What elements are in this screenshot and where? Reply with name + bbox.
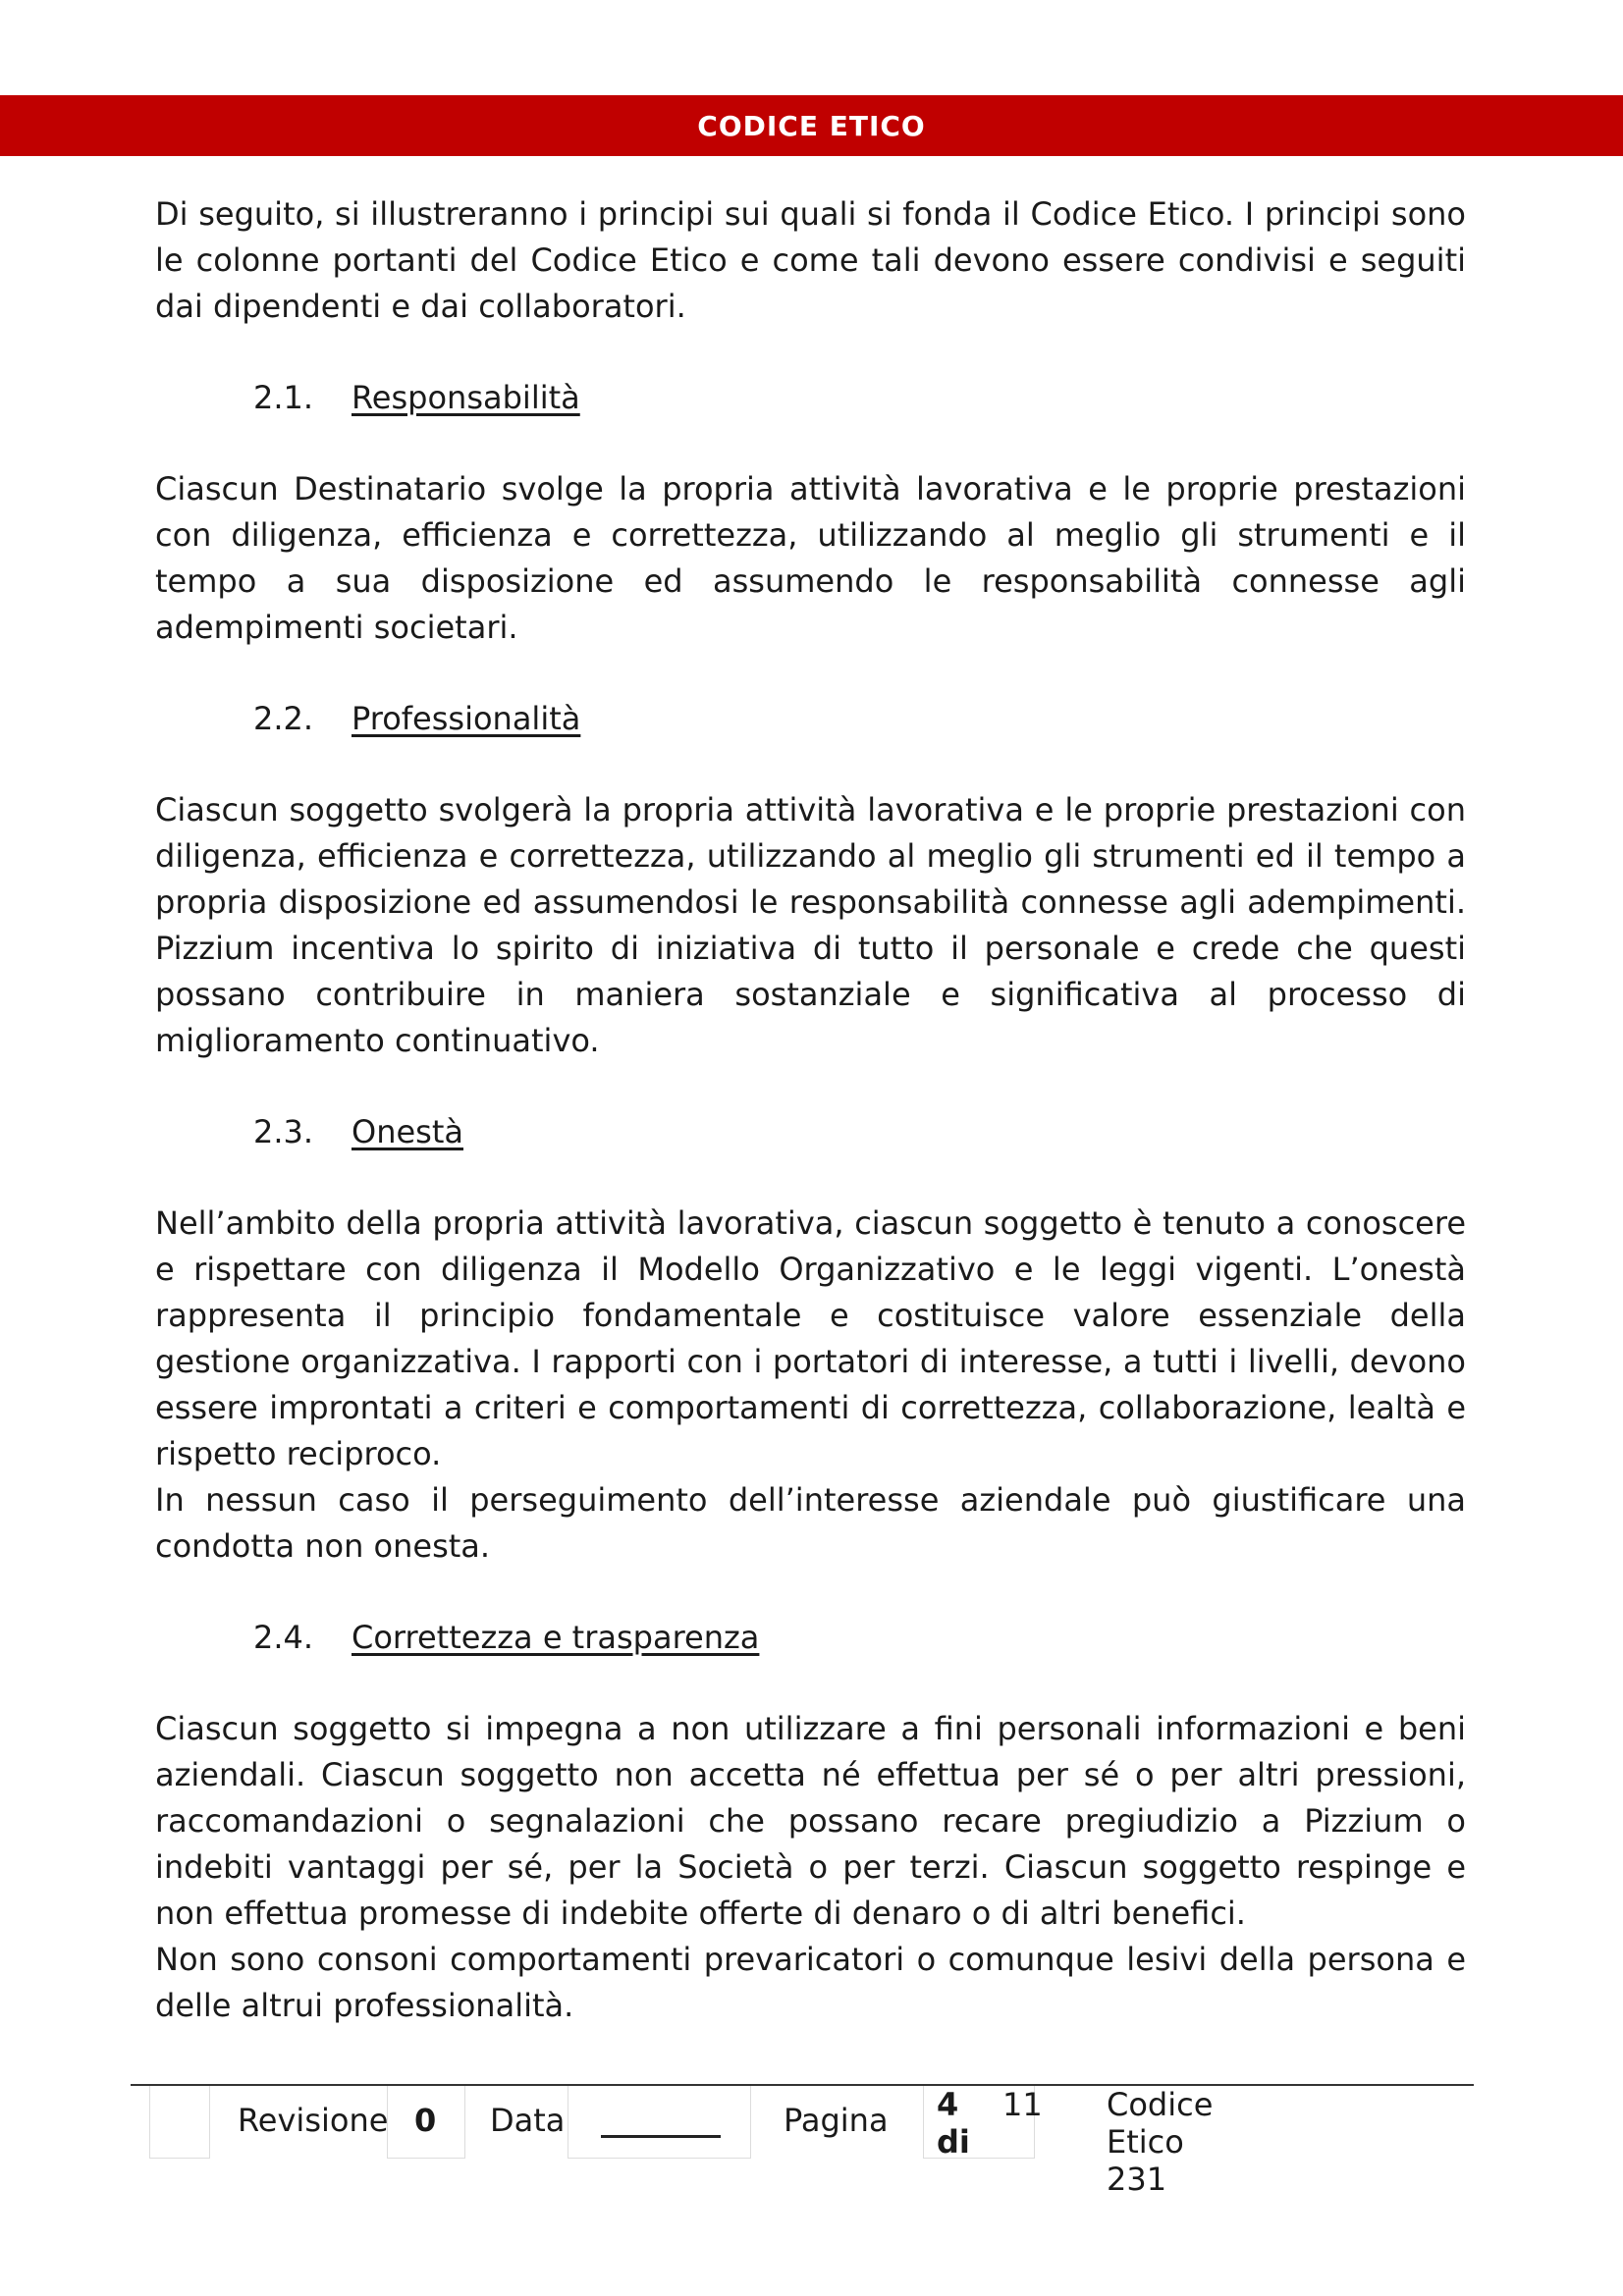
section-heading [253, 1615, 1466, 1661]
section-paragraph: Non sono consoni comportamenti prevaricatori o comunque lesivi della persona e delle altrui professionalità. [155, 1941, 1466, 2024]
revision-label: Revisione [238, 2102, 389, 2139]
footer-divider [131, 2084, 1474, 2086]
section-title: Onestà [352, 1113, 463, 1150]
page-label: Pagina [784, 2102, 889, 2139]
section-title: Responsabilità [352, 379, 580, 416]
section-title: Professionalità [352, 700, 581, 737]
section-number: 2.3. [253, 1113, 314, 1150]
section-title: Correttezza e trasparenza [352, 1619, 760, 1656]
page-title: CODICE ETICO [697, 109, 926, 142]
section-number: 2.4. [253, 1619, 314, 1656]
footer-logo-cell [149, 2086, 210, 2159]
date-label: Data [490, 2102, 566, 2139]
header-bar [0, 95, 1623, 156]
section-paragraph: Ciascun soggetto svolgerà la propria attività lavorativa e le proprie prestazioni con diligenza, efficienza e correttezza, utilizzando al meglio gli strumenti ed il tempo a propria disposizione ed assumendosi le responsabilità connesse agli adempimenti. Pizzium incentiva lo spirito di iniziativa di tutto il personale e crede che questi possano contribuire in maniera sostanziale e significativa al processo di miglioramento continuativo. [155, 791, 1466, 1059]
section-paragraph: Ciascun Destinatario svolge la propria attività lavorativa e le proprie prestazioni con diligenza, efficienza e correttezza, utilizzando al meglio gli strumenti e il tempo a sua disposizione ed assumendo le responsabilità connesse agli adempimenti societari. [155, 470, 1466, 646]
page-total: 11 [1002, 2086, 1043, 2123]
section-heading [253, 375, 1466, 421]
section-heading [253, 1109, 1466, 1155]
section-paragraph: Nell’ambito della propria attività lavorativa, ciascun soggetto è tenuto a conoscere e rispettare con diligenza il Modello Organizzativo e le leggi vigenti. L’onestà rappresenta il principio fondamentale e costituisce valore essenziale della gestione organizzativa. I rapporti con i portatori di interesse, a tutti i livelli, devono essere improntati a criteri e comportamenti di correttezza, collaborazione, lealtà e rispetto reciproco. [155, 1204, 1466, 1472]
footer-doc-name: Codice Etico 231 [1107, 2086, 1214, 2198]
section-paragraph: Ciascun soggetto si impegna a non utilizzare a fini personali informazioni e beni aziendali. Ciascun soggetto non accetta né effettua per sé o per altri pressioni, raccomandazioni o segnalazioni che possano recare pregiudizio a Pizzium o indebiti vantaggi per sé, per la Società o per terzi. Ciascun soggetto respinge e non effettua promesse di indebite offerte di denaro o di altri benefici. [155, 1710, 1466, 1932]
date-cell [568, 2086, 751, 2159]
page-current: 4 di [937, 2086, 970, 2161]
document-body [155, 191, 1466, 2029]
intro-paragraph: Di seguito, si illustreranno i principi sui quali si fonda il Codice Etico. I principi sono le colonne portanti del Codice Etico e come tali devono essere condivisi e seguiti dai dipendenti e dai collaboratori. [155, 195, 1466, 325]
section-number: 2.2. [253, 700, 314, 737]
date-blank-line [601, 2135, 721, 2138]
section-number: 2.1. [253, 379, 314, 416]
section-heading [253, 696, 1466, 742]
section-paragraph: In nessun caso il perseguimento dell’interesse aziendale può giustificare una condotta non onesta. [155, 1481, 1466, 1565]
revision-value: 0 [414, 2102, 437, 2139]
